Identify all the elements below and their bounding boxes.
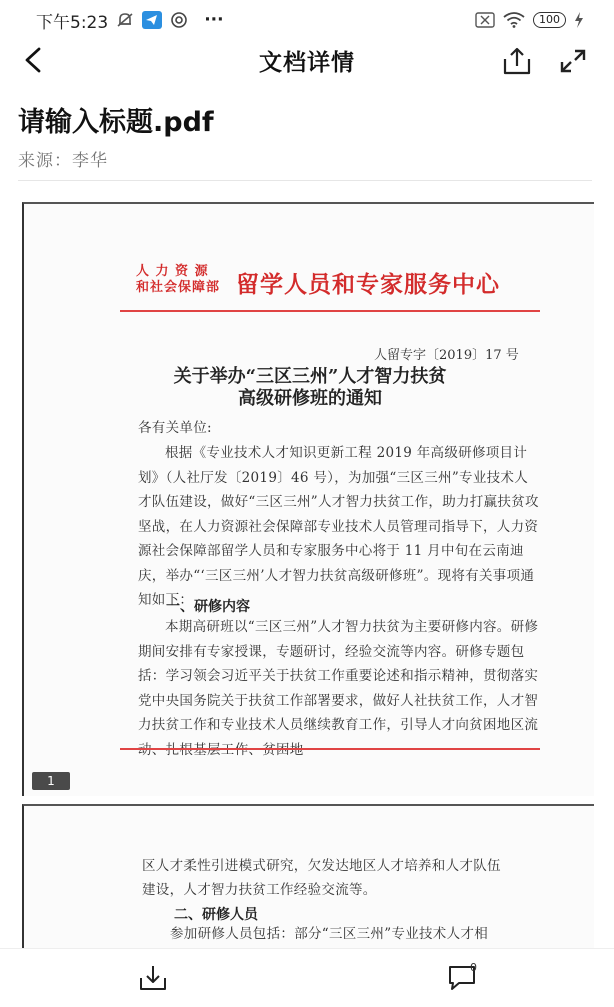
section-2-title: 二、研修人员 <box>174 907 258 923</box>
page-number-badge: 1 <box>32 772 70 790</box>
share-icon <box>502 47 532 75</box>
pdf-page-2[interactable] <box>22 804 594 954</box>
page-title: 文档详情 <box>259 49 355 76</box>
header-red-rule <box>120 310 540 312</box>
page2-line-2: 建设，人才智力扶贫工作经验交流等。 <box>142 882 377 898</box>
status-more-dots: ··· <box>204 10 224 30</box>
ministry-name-line1: 人 力 资 源 <box>136 264 209 279</box>
comment-count: 0 <box>470 961 477 974</box>
sim-card-icon <box>475 12 495 28</box>
charging-bolt-icon <box>574 12 584 28</box>
share-button[interactable] <box>500 45 534 77</box>
ministry-name <box>136 264 220 296</box>
notice-heading-line1: 关于举办“三区三州”人才智力扶贫 <box>173 366 447 387</box>
download-icon <box>138 964 168 992</box>
center-name: 留学人员和专家服务中心 <box>236 271 500 298</box>
expand-icon <box>558 47 588 75</box>
salutation: 各有关单位: <box>138 420 212 436</box>
back-button[interactable] <box>18 44 48 76</box>
section-1-title: 一、研修内容 <box>166 599 250 615</box>
battery-level: 100 <box>533 12 566 28</box>
mute-bell-icon <box>116 11 134 29</box>
bottom-action-bar <box>0 948 614 1007</box>
footer-red-rule <box>120 748 540 750</box>
document-title: 请输入标题.pdf <box>18 107 214 138</box>
divider <box>18 180 592 181</box>
pdf-page-1[interactable] <box>22 202 594 796</box>
status-bar <box>0 0 614 40</box>
paragraph-2: 本期高研班以“三区三州”人才智力扶贫为主要研修内容。研修期间安排有专家授课，专题研讨，经验交流等内容。研修专题包括：学习领会习近平关于扶贫工作重要论述和指示精神，贯彻落实党中央国务院关于扶贫工作部署要求，做好人社扶贫工作，人才智力扶贫工作和专业技术人员继续教育工作，引导人才向贫困地区流 <box>138 619 539 733</box>
chevron-left-icon <box>23 46 43 74</box>
paragraph-1: 根据《专业技术人才知识更新工程 2019 年高级研修项目计划》（人社厅发〔2019〕46 号），为加强“三区三州”专业技术人才队伍建设，做好“三区三州”人才智力扶贫工作，助力打赢扶贫攻坚战，在人力资源社会保障部专业技术人员管理司指导下，人力资源社会保障部留学人员和专家服务中心将于 11 月中旬在云南迪庆，举办“‘三区三州’人才智力扶贫高级研修班”。现将有关事项通知如下： <box>138 445 539 608</box>
wifi-icon <box>503 12 525 28</box>
nav-bar <box>0 40 614 80</box>
sync-icon <box>170 11 188 29</box>
document-source: 来源：李华 <box>18 151 108 171</box>
document-number: 人留专字〔2019〕17 号 <box>374 348 519 363</box>
comment-button[interactable] <box>440 961 486 995</box>
notice-heading-line2: 高级研修班的通知 <box>238 388 382 409</box>
page2-line-3: 参加研修人员包括：部分“三区三州”专业技术人才相 <box>170 926 489 942</box>
status-time: 下午5:23 <box>36 12 109 33</box>
page2-line-1: 区人才柔性引进模式研究，欠发达地区人才培养和人才队伍 <box>142 858 501 874</box>
fullscreen-button[interactable] <box>556 45 590 77</box>
app-notification-icon <box>142 11 162 29</box>
download-button[interactable] <box>134 961 172 995</box>
ministry-name-line2: 和社会保障部 <box>136 280 221 295</box>
